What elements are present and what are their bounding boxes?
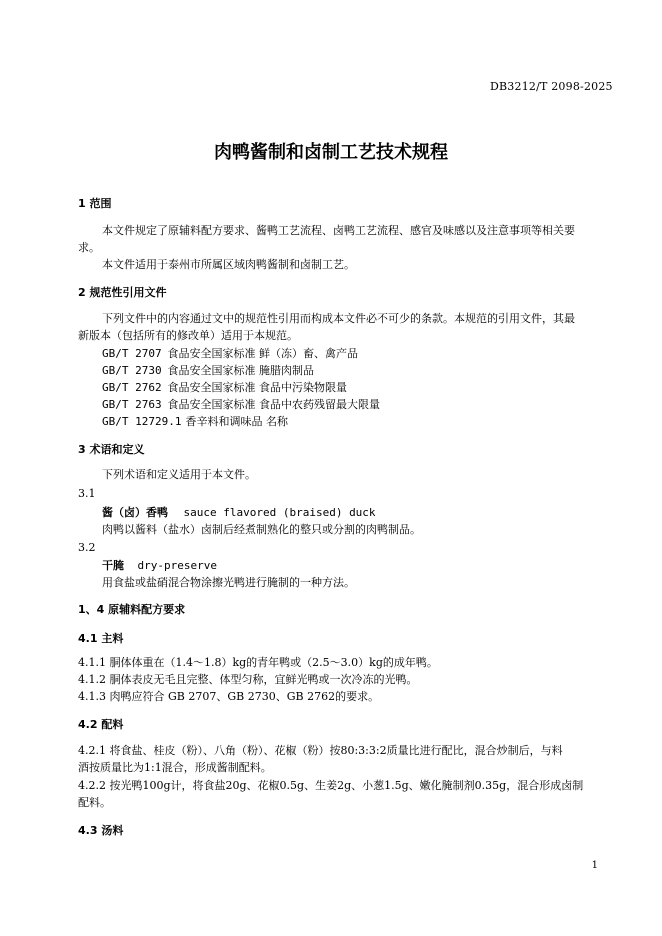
term-3-1-number: 3.1 <box>78 487 96 500</box>
reference-code: GB/T 2763 <box>102 398 162 411</box>
item-4-2-2: 4.2.2 按光鸭100g计，将食盐20g、花椒0.5g、生姜2g、小葱1.5g、嫩化腌制剂0.35g，混合形成卤制 <box>78 779 584 792</box>
section-4-1-heading: 4.1 主料 <box>78 632 124 645</box>
section-1-heading: 1 范围 <box>78 197 112 210</box>
term-3-1-definition: 肉鸭以酱料（盐水）卤制后经煮制熟化的整只或分割的肉鸭制品。 <box>102 523 421 536</box>
term-3-2-english: dry-preserve <box>137 559 217 572</box>
term-3-2-heading <box>102 557 217 573</box>
item-4-1-3: 4.1.3 肉鸭应符合 GB 2707、GB 2730、GB 2762的要求。 <box>78 690 380 703</box>
page-number: 1 <box>591 860 598 871</box>
reference-item <box>102 345 358 361</box>
section-2-paragraph: 下列文件中的内容通过文中的规范性引用而构成本文件必不可少的条款。本规范的引用文件，其最 <box>102 312 575 325</box>
reference-code: GB/T 2762 <box>102 381 162 394</box>
reference-code: GB/T 2707 <box>102 347 162 360</box>
term-3-1-term: 酱（卤）香鸭 <box>102 506 168 519</box>
term-3-1-english: sauce flavored (braised) duck <box>183 506 376 519</box>
reference-item <box>102 396 380 412</box>
term-3-2-definition: 用食盐或盐硝混合物涂擦光鸭进行腌制的一种方法。 <box>102 576 355 589</box>
section-3-heading: 3 术语和定义 <box>78 443 145 456</box>
item-4-1-1: 4.1.1 胴体体重在（1.4～1.8）kg的青年鸭或（2.5～3.0）kg的成年鸭。 <box>78 656 438 669</box>
item-4-2-2-cont: 配料。 <box>78 796 111 809</box>
reference-name: 食品安全国家标准 食品中污染物限量 <box>167 381 347 394</box>
term-3-2-number: 3.2 <box>78 541 96 554</box>
reference-name: 食品安全国家标准 腌腊肉制品 <box>167 364 314 377</box>
reference-name: 香辛料和调味品 名称 <box>185 415 288 428</box>
item-4-2-1-cont: 酒按质量比为1:1混合，形成酱制配料。 <box>78 761 272 774</box>
section-4-heading: 1、4 原辅料配方要求 <box>78 603 186 616</box>
reference-name: 食品安全国家标准 鲜（冻）畜、禽产品 <box>167 347 358 360</box>
reference-code: GB/T 12729.1 <box>102 415 182 428</box>
section-1-paragraph-1-cont: 求。 <box>78 241 100 254</box>
section-4-3-heading: 4.3 汤料 <box>78 824 124 837</box>
reference-item <box>102 362 314 378</box>
term-3-1-heading <box>102 504 376 520</box>
section-1-paragraph-2: 本文件适用于泰州市所属区域肉鸭酱制和卤制工艺。 <box>102 258 355 271</box>
reference-name: 食品安全国家标准 食品中农药残留最大限量 <box>167 398 380 411</box>
item-4-2-1: 4.2.1 将食盐、桂皮（粉）、八角（粉）、花椒（粉）按80:3:3:2质量比进行配比，混合炒制后，与料 <box>78 744 563 757</box>
section-2-paragraph-cont: 新版本（包括所有的修改单）适用于本规范。 <box>78 329 298 342</box>
section-3-paragraph: 下列术语和定义适用于本文件。 <box>102 468 256 481</box>
term-3-2-term: 干腌 <box>102 559 124 572</box>
section-4-2-heading: 4.2 配料 <box>78 718 124 731</box>
page-title: 肉鸭酱制和卤制工艺技术规程 <box>214 142 448 163</box>
reference-item <box>102 413 288 429</box>
reference-code: GB/T 2730 <box>102 364 162 377</box>
reference-item <box>102 379 347 395</box>
standard-number: DB3212/T 2098-2025 <box>490 80 613 93</box>
section-1-paragraph-1: 本文件规定了原辅料配方要求、酱鸭工艺流程、卤鸭工艺流程、感官及味感以及注意事项等相关要 <box>102 224 575 237</box>
section-2-heading: 2 规范性引用文件 <box>78 286 167 299</box>
item-4-1-2: 4.1.2 胴体表皮无毛且完整、体型匀称，宜鲜光鸭或一次冷冻的光鸭。 <box>78 673 418 686</box>
